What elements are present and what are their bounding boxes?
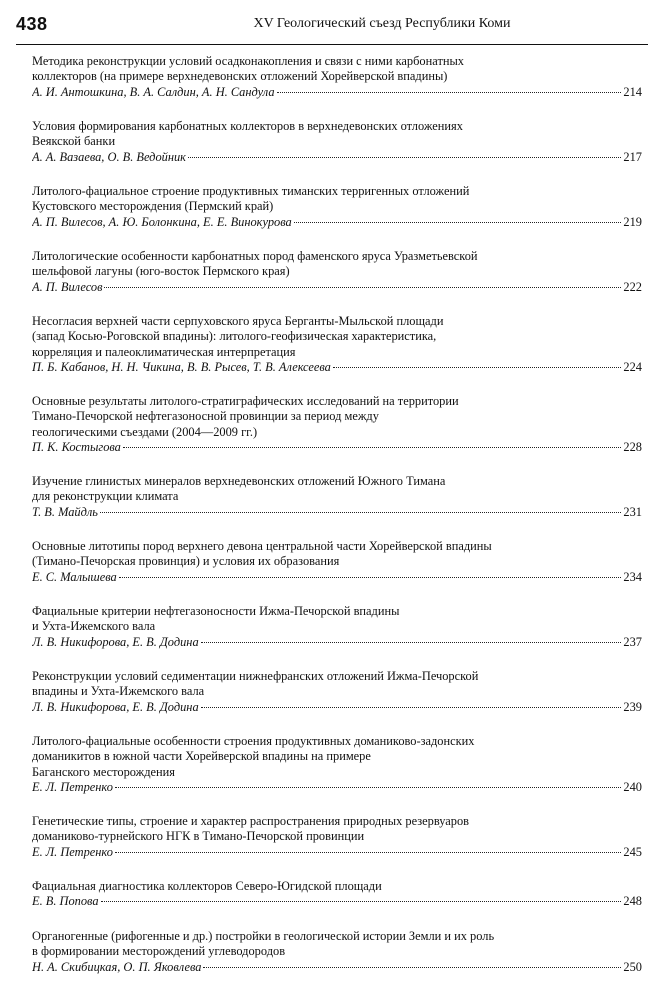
entry-title: Условия формирования карбонатных коллекторов в верхнедевонских отложениях Веякской банки <box>32 119 463 149</box>
entry-title: Фациальная диагностика коллекторов Северо-Югидской площади <box>32 879 382 893</box>
toc-entry <box>32 539 642 604</box>
toc-entry <box>32 54 642 119</box>
running-header-title: XV Геологический съезд Республики Коми <box>253 16 511 31</box>
entry-authors: А. И. Антошкина, В. А. Салдин, А. Н. Сандула <box>32 84 275 99</box>
entry-title: Литолого-фациальное строение продуктивных тиманских терригенных отложений Кустовского месторождения (Пермский край) <box>32 184 470 214</box>
dot-leader <box>100 512 621 513</box>
toc-entry <box>32 814 642 879</box>
dot-leader <box>115 852 621 853</box>
entry-authors: Е. В. Попова <box>32 894 99 909</box>
running-header <box>16 14 648 45</box>
page-number: 438 <box>16 14 48 34</box>
dot-leader <box>119 577 622 578</box>
toc-entry <box>32 119 642 184</box>
toc-entry <box>32 249 642 314</box>
entry-title: Основные результаты литолого-стратиграфических исследований на территории Тимано-Печорской нефтегазоносной провинции за период между геологическими съездами (2004—2009 гг.) <box>32 394 459 439</box>
entry-authors: А. П. Вилесов <box>32 279 103 294</box>
dot-leader <box>277 92 622 93</box>
entry-authors: Е. С. Малышева <box>32 569 117 584</box>
entry-page-number: 239 <box>623 699 642 714</box>
dot-leader <box>333 367 622 368</box>
entry-page-number: 240 <box>623 780 642 795</box>
entry-page-number: 217 <box>623 149 642 164</box>
entry-author-line <box>32 215 642 230</box>
entry-author-line <box>32 700 642 715</box>
toc-entry <box>32 184 642 249</box>
entry-authors: Н. А. Скибицкая, О. П. Яковлева <box>32 959 202 974</box>
dot-leader <box>104 287 621 288</box>
entry-author-line <box>32 85 642 100</box>
entry-author-line <box>32 780 642 795</box>
entry-page-number: 224 <box>623 360 642 375</box>
entry-page-number: 231 <box>623 504 642 519</box>
entry-page-number: 219 <box>623 214 642 229</box>
entry-page-number: 234 <box>623 569 642 584</box>
toc-entry <box>32 879 642 929</box>
entry-title: Основные литотипы пород верхнего девона центральной части Хорейверской впадины (Тимано-Печорская провинция) и условия их образования <box>32 539 492 569</box>
entry-author-line <box>32 894 642 909</box>
entry-authors: Л. В. Никифорова, Е. В. Додина <box>32 699 199 714</box>
entry-authors: П. Б. Кабанов, Н. Н. Чикина, В. В. Рысев, Т. В. Алексеева <box>32 360 331 375</box>
dot-leader <box>201 707 622 708</box>
toc-entry <box>32 669 642 734</box>
entry-authors: Е. Л. Петренко <box>32 780 113 795</box>
entry-page-number: 228 <box>623 440 642 455</box>
entry-author-line <box>32 570 642 585</box>
entry-title: Фациальные критерии нефтегазоносности Ижма-Печорской впадины и Ухта-Ижемского вала <box>32 604 400 634</box>
entry-author-line <box>32 360 642 375</box>
dot-leader <box>115 787 621 788</box>
entry-title: Методика реконструкции условий осадконакопления и связи с ними карбонатных коллекторов (на примере верхнедевонских отложений Хорейверской впадины) <box>32 54 465 84</box>
dot-leader <box>123 447 622 448</box>
entry-authors: А. А. Вазаева, О. В. Ведойник <box>32 149 186 164</box>
toc-entry <box>32 314 642 394</box>
table-of-contents <box>32 54 642 994</box>
entry-page-number: 250 <box>623 959 642 974</box>
dot-leader <box>203 967 621 968</box>
entry-authors: А. П. Вилесов, А. Ю. Болонкина, Е. Е. Винокурова <box>32 214 292 229</box>
entry-author-line <box>32 845 642 860</box>
dot-leader <box>101 901 622 902</box>
dot-leader <box>294 222 622 223</box>
entry-author-line <box>32 635 642 650</box>
entry-title: Органогенные (рифогенные и др.) постройки в геологической истории Земли и их роль в формировании месторождений углеводородов <box>32 929 495 959</box>
dot-leader <box>201 642 622 643</box>
entry-page-number: 214 <box>623 84 642 99</box>
entry-title: Литологические особенности карбонатных пород фаменского яруса Уразметьевской шельфовой лагуны (юго-восток Пермского края) <box>32 249 478 279</box>
toc-entry <box>32 474 642 539</box>
entry-authors: Е. Л. Петренко <box>32 844 113 859</box>
entry-page-number: 248 <box>623 894 642 909</box>
entry-author-line <box>32 440 642 455</box>
entry-title: Несогласия верхней части серпуховского яруса Берганты-Мыльской площади (запад Косью-Роговской впадины): литолого-геофизическая характеристика, корреляция и палеоклиматическая интерпретация <box>32 314 444 359</box>
entry-title: Генетические типы, строение и характер распространения природных резервуаров доманиково-турнейского НГК в Тимано-Печорской провинции <box>32 814 470 844</box>
entry-author-line <box>32 280 642 295</box>
entry-page-number: 237 <box>623 634 642 649</box>
toc-entry <box>32 929 642 994</box>
entry-page-number: 245 <box>623 844 642 859</box>
entry-author-line <box>32 150 642 165</box>
entry-title: Литолого-фациальные особенности строения продуктивных доманиково-задонских доманикитов в южной части Хорейверской впадины на примере Баганского месторождения <box>32 734 475 779</box>
entry-page-number: 222 <box>623 279 642 294</box>
entry-author-line <box>32 960 642 975</box>
entry-author-line <box>32 505 642 520</box>
dot-leader <box>188 157 621 158</box>
entry-authors: Т. В. Майдль <box>32 504 98 519</box>
toc-entry <box>32 604 642 669</box>
entry-title: Изучение глинистых минералов верхнедевонских отложений Южного Тимана для реконструкции климата <box>32 474 446 504</box>
toc-entry <box>32 394 642 474</box>
entry-title: Реконструкции условий седиментации нижнефранских отложений Ижма-Печорской впадины и Ухта-Ижемского вала <box>32 669 479 699</box>
toc-entry <box>32 734 642 814</box>
entry-authors: П. К. Костыгова <box>32 440 121 455</box>
entry-authors: Л. В. Никифорова, Е. В. Додина <box>32 634 199 649</box>
